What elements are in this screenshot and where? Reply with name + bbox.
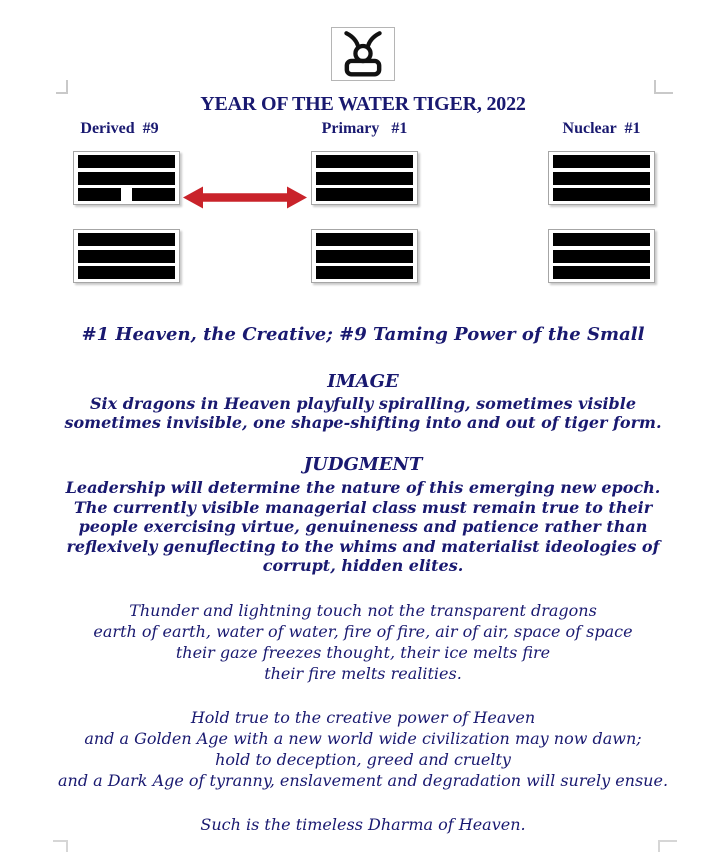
trigram-line-solid	[316, 266, 413, 279]
trigram-line-solid	[553, 266, 650, 279]
judgment-text	[0, 478, 726, 576]
judgment-line: reflexively genuflecting to the whims and materialist ideologies of	[66, 536, 660, 556]
trigram-line-broken	[78, 188, 175, 201]
trigram-line-solid	[78, 172, 175, 185]
trigram-line-solid	[553, 188, 650, 201]
water-tiger-sigil-icon	[334, 30, 392, 78]
trigram-line-solid	[78, 233, 175, 246]
trigram-line-solid	[78, 266, 175, 279]
verse-line: and a Dark Age of tyranny, enslavement and degradation will surely ensue.	[57, 771, 669, 790]
judgment-heading: JUDGMENT	[303, 454, 423, 475]
verse-line: Thunder and lightning touch not the transparent dragons	[129, 601, 597, 620]
judgment-line: The currently visible managerial class must remain true to their	[73, 497, 653, 517]
double-headed-arrow-icon	[181, 184, 309, 211]
verse-dragons	[0, 600, 726, 684]
image-line: sometimes invisible, one shape-shifting into and out of tiger form.	[64, 412, 662, 432]
trigram-line-solid	[316, 250, 413, 263]
page-title: YEAR OF THE WATER TIGER, 2022	[200, 93, 526, 115]
trigram-line-solid	[316, 233, 413, 246]
column-header-nuclear: Nuclear #1	[562, 120, 641, 137]
trigram-line-solid	[316, 172, 413, 185]
verse-line: and a Golden Age with a new world wide civilization may now dawn;	[84, 729, 642, 748]
trigram-line-solid	[553, 233, 650, 246]
trigram-line-solid	[78, 155, 175, 168]
crop-mark-bottom-right	[658, 840, 677, 852]
judgment-line: corrupt, hidden elites.	[262, 556, 464, 575]
verse-line: their fire melts realities.	[264, 664, 462, 683]
column-header-derived: Derived #9	[80, 120, 159, 137]
derived-upper-trigram	[73, 151, 180, 205]
image-line: Six dragons in Heaven playfully spiralling, sometimes visible	[89, 394, 636, 413]
verse-line: Hold true to the creative power of Heaven	[190, 708, 536, 727]
nuclear-lower-trigram	[548, 229, 655, 283]
closing-line: Such is the timeless Dharma of Heaven.	[200, 815, 526, 834]
image-text	[0, 395, 726, 432]
verse-golden-age	[0, 707, 726, 791]
image-heading: IMAGE	[327, 371, 399, 392]
logo-box	[331, 27, 395, 81]
nuclear-upper-trigram	[548, 151, 655, 205]
trigram-line-solid	[553, 250, 650, 263]
primary-lower-trigram	[311, 229, 418, 283]
derived-lower-trigram	[73, 229, 180, 283]
crop-mark-top-right	[654, 80, 673, 94]
primary-upper-trigram	[311, 151, 418, 205]
crop-mark-bottom-left	[53, 840, 68, 852]
trigram-line-solid	[553, 155, 650, 168]
trigram-line-solid	[316, 188, 413, 201]
trigram-line-solid	[78, 250, 175, 263]
trigram-line-solid	[553, 172, 650, 185]
trigram-line-solid	[316, 155, 413, 168]
crop-mark-top-left	[56, 80, 68, 94]
judgment-line: people exercising virtue, genuineness and patience rather than	[78, 517, 648, 536]
judgment-line: Leadership will determine the nature of this emerging new epoch.	[65, 478, 661, 497]
verse-line: their gaze freezes thought, their ice melts fire	[175, 643, 551, 662]
verse-line: hold to deception, greed and cruelty	[215, 750, 511, 769]
verse-line: earth of earth, water of water, fire of fire, air of air, space of space	[93, 622, 633, 641]
combined-hexagram-title: #1 Heaven, the Creative; #9 Taming Power of the Small	[81, 324, 645, 345]
column-header-primary: Primary #1	[321, 120, 408, 137]
